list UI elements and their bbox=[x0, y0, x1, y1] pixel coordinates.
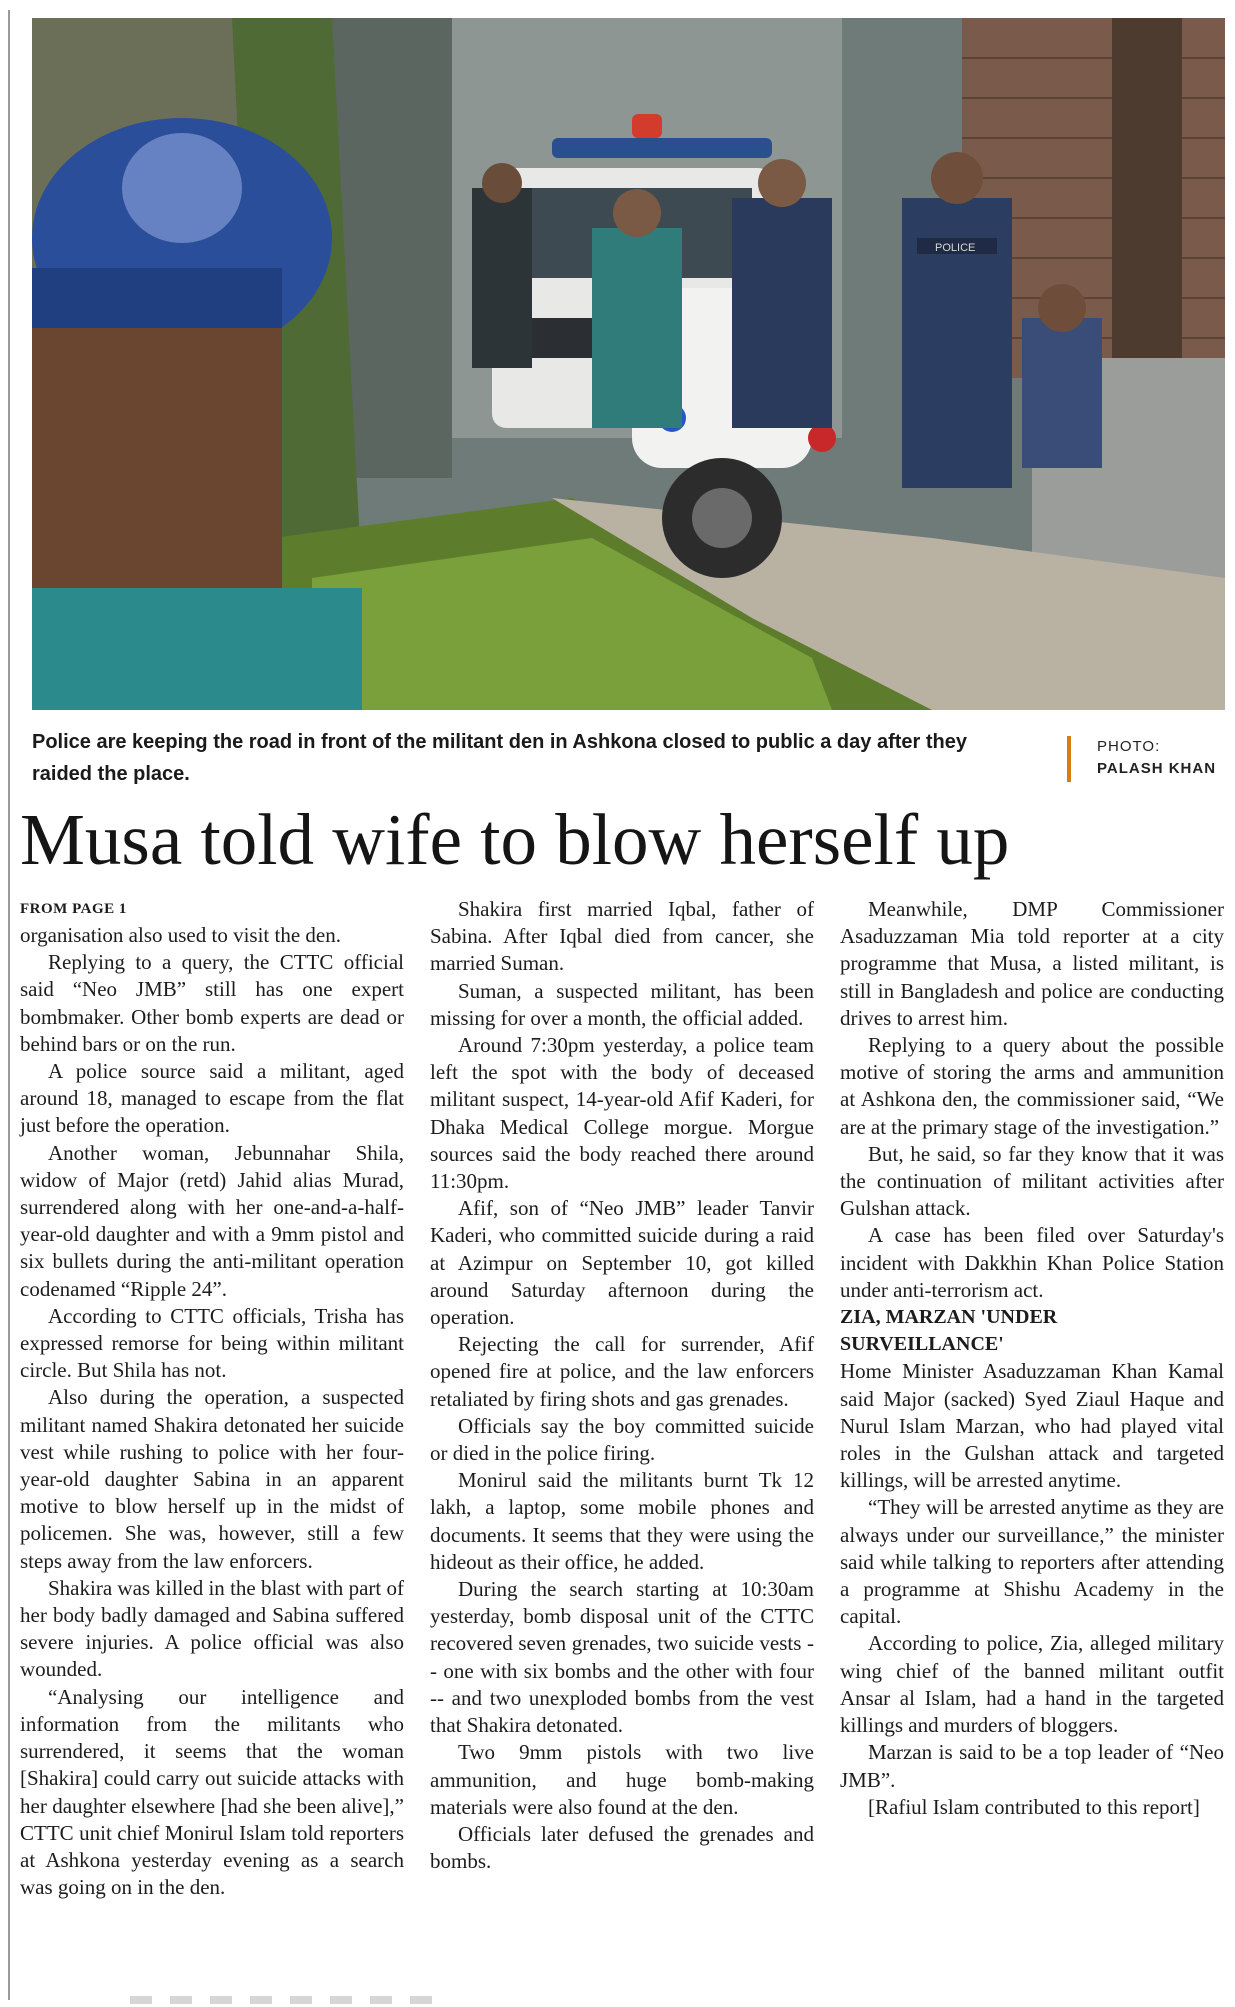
paragraph: Shakira was killed in the blast with part of her body badly damaged and Sabina suffered severe injuries. A police official was also wounded. bbox=[20, 1575, 404, 1682]
paragraph: Afif, son of “Neo JMB” leader Tanvir Kaderi, who committed suicide during a raid at Azimpur on September 10, got killed around Saturday afternoon during the operation. bbox=[430, 1196, 814, 1330]
paragraph: Suman, a suspected militant, has been missing for over a month, the official added. bbox=[430, 978, 814, 1030]
next-article-cutoff bbox=[130, 1996, 450, 2004]
paragraph: During the search starting at 10:30am yesterday, bomb disposal unit of the CTTC recovered seven grenades, two suicide vests -- one with six bombs and the other with four -- and two unexploded bombs from the vest that Shakira detonated. bbox=[430, 1577, 814, 1738]
news-photo bbox=[32, 18, 1225, 710]
photo-caption-area bbox=[32, 726, 1225, 792]
paragraph: “They will be arrested anytime as they are always under our surveillance,” the minister said while talking to reporters after attending a programme at Shishu Academy in the capital. bbox=[840, 1495, 1224, 1629]
paragraph: Home Minister Asaduzzaman Khan Kamal said Major (sacked) Syed Ziaul Haque and Nurul Islam Marzan, who had played vital roles in the Gulshan attack and targeted killings, will be arrested anytime. bbox=[840, 1359, 1224, 1493]
article-column-2 bbox=[430, 896, 814, 1875]
article-column-3 bbox=[840, 896, 1224, 1821]
paragraph: But, he said, so far they know that it was the continuation of militant activities after Gulshan attack. bbox=[840, 1141, 1224, 1221]
jump-kicker: FROM PAGE 1 bbox=[20, 901, 127, 917]
paragraph: Rejecting the call for surrender, Afif opened fire at police, and the law enforcers retaliated by firing shots and gas grenades. bbox=[430, 1332, 814, 1411]
paragraph: A case has been filed over Saturday's incident with Dakkhin Khan Police Station under anti-terrorism act. bbox=[840, 1223, 1224, 1302]
photo-credit bbox=[1097, 736, 1216, 780]
section-subhead: ZIA, MARZAN 'UNDER SURVEILLANCE' bbox=[840, 1306, 1058, 1356]
paragraph: [Rafiul Islam contributed to this report] bbox=[868, 1794, 1200, 1819]
page-edge-rule bbox=[8, 10, 10, 2000]
paragraph: A police source said a militant, aged around 18, managed to escape from the flat just before the operation. bbox=[20, 1059, 404, 1138]
paragraph: Another woman, Jebunnahar Shila, widow of Major (retd) Jahid alias Murad, surrendered along with her one-and-a-half-year-old daughter and with a 9mm pistol and six bullets during the anti-militant operation codenamed “Ripple 24”. bbox=[20, 1140, 404, 1301]
paragraph: Meanwhile, DMP Commissioner Asaduzzaman Mia told reporter at a city programme that Musa, a listed militant, is still in Bangladesh and police are conducting drives to arrest him. bbox=[840, 897, 1224, 1030]
article-headline: Musa told wife to blow herself up bbox=[20, 799, 1010, 880]
vest-label: POLICE bbox=[935, 242, 976, 254]
paragraph: Two 9mm pistols with two live ammunition, and huge bomb-making materials were also found at the den. bbox=[430, 1740, 814, 1819]
paragraph: organisation also used to visit the den. bbox=[20, 923, 341, 947]
paragraph: Marzan is said to be a top leader of “Neo JMB”. bbox=[840, 1740, 1224, 1792]
paragraph: According to police, Zia, alleged military wing chief of the banned militant outfit Ansar al Islam, had a hand in the targeted killings and murders of bloggers. bbox=[840, 1631, 1224, 1738]
photo-caption: Police are keeping the road in front of the militant den in Ashkona closed to public a day after they raided the place. bbox=[32, 731, 967, 785]
paragraph: Replying to a query about the possible motive of storing the arms and ammunition at Ashkona den, the commissioner said, “We are at the primary stage of the investigation.” bbox=[840, 1033, 1224, 1139]
paragraph: Shakira first married Iqbal, father of Sabina. After Iqbal died from cancer, she married Suman. bbox=[430, 897, 814, 976]
paragraph: According to CTTC officials, Trisha has expressed remorse for being within militant circle. But Shila has not. bbox=[20, 1303, 404, 1383]
paragraph: Officials later defused the grenades and bombs. bbox=[430, 1821, 814, 1874]
paragraph: Around 7:30pm yesterday, a police team left the spot with the body of deceased militant suspect, 14-year-old Afif Kaderi, for Dhaka Medical College morgue. Morgue sources said the body reached there around 11:30pm. bbox=[430, 1033, 814, 1194]
paragraph: Monirul said the militants burnt Tk 12 lakh, a laptop, some mobile phones and documents. It seems that they were using the hideout as their office, he added. bbox=[430, 1468, 814, 1574]
paragraph: Also during the operation, a suspected militant named Shakira detonated her suicide vest while rushing to police with her four-year-old daughter Sabina in an apparent motive to blow herself up in the midst of policemen. She was, however, still a few steps away from the law enforcers. bbox=[20, 1385, 404, 1573]
article-column-1 bbox=[20, 896, 404, 1901]
paragraph: Officials say the boy committed suicide or died in the police firing. bbox=[430, 1413, 814, 1466]
credit-name: PALASH KHAN bbox=[1097, 760, 1217, 777]
credit-label: PHOTO: bbox=[1097, 738, 1161, 755]
credit-divider bbox=[1067, 736, 1071, 782]
paragraph: Replying to a query, the CTTC official said “Neo JMB” still has one expert bombmaker. Other bomb experts are dead or behind bars or on the run. bbox=[20, 950, 404, 1056]
paragraph: “Analysing our intelligence and information from the militants who surrendered, it seems that the woman [Shakira] could carry out suicide attacks with her daughter elsewhere [had she been alive],” CTTC unit chief Monirul Islam told reporters at Ashkona yesterday evening as a search was going on in the den. bbox=[20, 1684, 404, 1900]
